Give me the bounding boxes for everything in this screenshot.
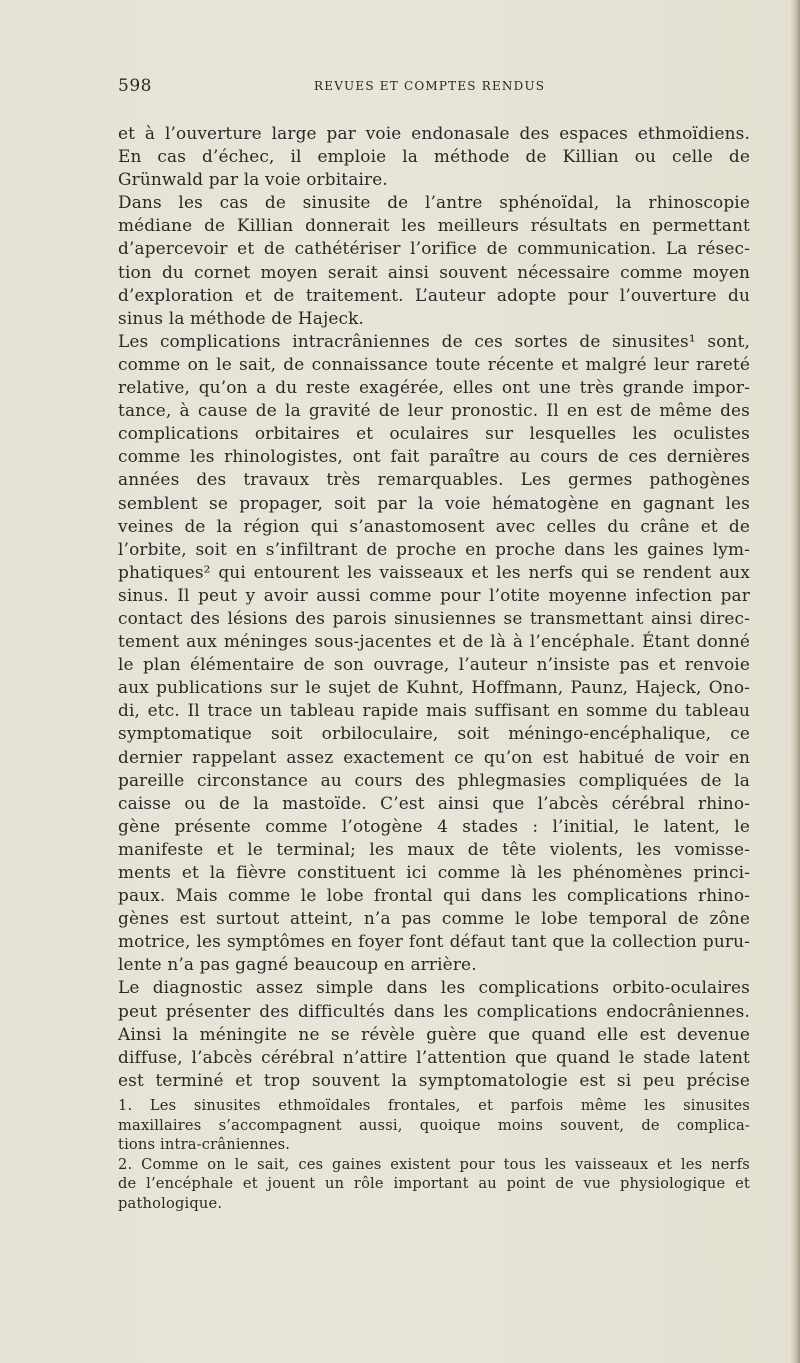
text-line: di, etc. Il trace un tableau rapide mais suffisant en somme du tableau [118,700,750,721]
body-text [118,122,750,1092]
text-line: sinus la méthode de Hajeck. [118,307,365,328]
text-line: paux. Mais comme le lobe frontal qui dans les complications rhino- [118,885,750,906]
text-line: semblent se propager, soit par la voie hématogène en gagnant les [118,492,750,513]
text-line: symptomatique soit orbiloculaire, soit méningo-encéphalique, ce [118,723,750,744]
text-line: gènes est surtout atteint, n’a pas comme le lobe temporal de zône [118,908,750,929]
text-line: Grünwald par la voie orbitaire. [118,169,388,190]
text-line: En cas d’échec, il emploie la méthode de Killian ou celle de [118,146,750,167]
footnote-line: de l’encéphale et jouent un rôle important au point de vue physiologique et [118,1175,750,1193]
text-line: peut présenter des difficultés dans les complications endocrâniennes. [118,1000,750,1021]
running-title: REVUES ET COMPTES RENDUS [314,79,546,93]
text-line: comme on le sait, de connaissance toute récente et malgré leur rareté [118,353,750,374]
text-line: dernier rappelant assez exactement ce qu’on est habitué de voir en [118,746,750,767]
text-line: et à l’ouverture large par voie endonasale des espaces ethmoïdiens. [118,123,750,143]
text-line: Dans les cas de sinusite de l’antre sphénoïdal, la rhinoscopie [118,192,750,213]
footnote-line: 1. Les sinusites ethmoïdales frontales, et parfois même les sinusites [118,1097,750,1114]
text-line: pareille circonstance au cours des phlegmasies compliquées de la [118,769,750,790]
text-line: d’apercevoir et de cathétériser l’orifice de communication. La résec- [118,238,750,259]
footnote-line: pathologique. [118,1194,223,1212]
footnote-line: 2. Comme on le sait, ces gaines existent pour tous les vaisseaux et les nerfs [118,1155,750,1173]
text-line: médiane de Killian donnerait les meilleurs résultats en permettant [118,215,750,236]
text-line: relative, qu’on a du reste exagérée, elles ont une très grande impor- [118,377,750,398]
text-line: lente n’a pas gagné beaucoup en arrière. [118,954,477,975]
text-line: est terminé et trop souvent la symptomatologie est si peu précise [118,1069,750,1090]
text-line: sinus. Il peut y avoir aussi comme pour l’otite moyenne infection par [118,584,750,605]
text-line: Le diagnostic assez simple dans les complications orbito-oculaires [118,977,750,998]
text-line: l’orbite, soit en s’infiltrant de proche en proche dans les gaines lym- [118,538,750,559]
text-line: aux publications sur le sujet de Kuhnt, Hoffmann, Paunz, Hajeck, Ono- [118,677,750,698]
text-line: manifeste et le terminal; les maux de tête violents, les vomisse- [118,838,750,859]
text-line: caisse ou de la mastoïde. C’est ainsi que l’abcès cérébral rhino- [118,792,750,813]
page-number: 598 [118,76,152,96]
page-edge-shadow [790,0,800,1363]
text-line: comme les rhinologistes, ont fait paraître au cours de ces dernières [118,446,750,467]
text-line: contact des lésions des parois sinusiennes se transmettant ainsi direc- [118,607,750,628]
text-line: le plan élémentaire de son ouvrage, l’auteur n’insiste pas et renvoie [118,654,750,675]
text-line: gène présente comme l’otogène 4 stades : l’initial, le latent, le [118,815,750,836]
footnote-line: tions intra-crâniennes. [118,1136,291,1154]
text-line: d’exploration et de traitement. L’auteur adopte pour l’ouverture du [118,284,750,305]
text-line: diffuse, l’abcès cérébral n’attire l’attention que quand le stade latent [118,1046,750,1067]
text-line: tion du cornet moyen serait ainsi souvent nécessaire comme moyen [118,261,750,282]
text-line: Ainsi la méningite ne se révèle guère que quand elle est devenue [118,1023,750,1044]
text-line: veines de la région qui s’anastomosent avec celles du crâne et de [118,515,750,536]
text-line: ments et la fièvre constituent ici comme là les phénomènes princi- [118,862,750,882]
text-line: années des travaux très remarquables. Les germes pathogènes [118,469,750,490]
text-line: complications orbitaires et oculaires sur lesquelles les oculistes [118,423,750,444]
footnote-line: maxillaires s’accompagnent aussi, quoique moins souvent, de complica- [118,1116,750,1134]
text-line: Les complications intracrâniennes de ces sortes de sinusites¹ sont, [118,330,750,351]
text-line: tance, à cause de la gravité de leur pronostic. Il en est de même des [118,400,750,421]
text-line: tement aux méninges sous-jacentes et de là à l’encéphale. Étant donné [118,631,750,652]
text-line: phatiques² qui entourent les vaisseaux et les nerfs qui se rendent aux [118,561,750,582]
footnotes [118,1096,750,1214]
text-line: motrice, les symptômes en foyer font défaut tant que la collection puru- [118,931,750,952]
page-header [118,76,680,100]
